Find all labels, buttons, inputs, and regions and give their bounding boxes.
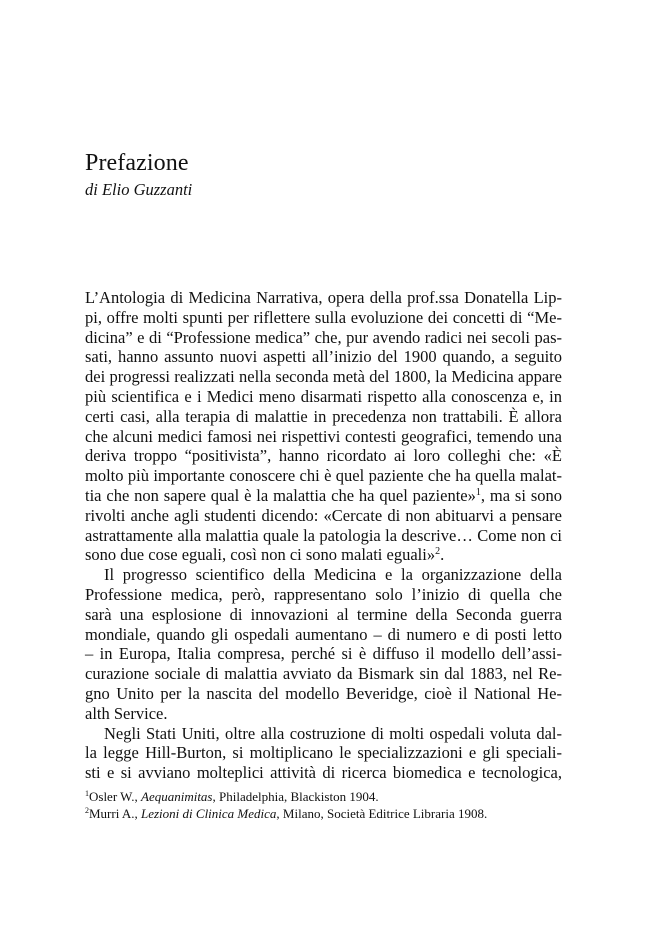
footnote-ref: 2 — [435, 546, 441, 558]
text-line: pi, offre molti spunti per riflettere sulla evoluzione dei concetti di “Me- — [85, 307, 562, 327]
text-line: dicina” e di “Professione medica” che, pur avendo radici nei secoli pas- — [85, 327, 562, 347]
footnote — [85, 805, 562, 822]
text-line: certi casi, alla terapia di malattie in precedenza non trattabili. È allora — [85, 406, 562, 426]
text-run: , ma si sono — [480, 485, 562, 505]
text-line: gno Unito per la nascita del modello Beveridge, cioè il National He- — [85, 683, 562, 703]
footnote — [85, 788, 562, 805]
text-line: molto più importante conoscere chi è quel paziente che ha quella malat- — [85, 466, 562, 486]
text-line: L’Antologia di Medicina Narrativa, opera della prof.ssa Donatella Lip- — [85, 288, 562, 307]
text-line: Negli Stati Uniti, oltre alla costruzione di molti ospedali voluta dal- — [104, 723, 562, 743]
text-line: sati, hanno assunto nuovi aspetti all’inizio del 1900 quando, a seguito — [85, 347, 562, 367]
author-byline: di Elio Guzzanti — [85, 180, 193, 199]
text-line: alth Service. — [85, 703, 168, 723]
page-title: Prefazione — [85, 150, 189, 176]
text-line: Il progresso scientifico della Medicina e la organizzazione della — [104, 565, 562, 585]
text-run: . — [440, 545, 445, 565]
text-line — [85, 545, 562, 565]
footnote-title: Lezioni di Clinica Medica — [141, 806, 277, 821]
text-line: Professione medica, però, rappresentano solo l’inizio di quella che — [85, 584, 562, 604]
text-line — [85, 486, 562, 506]
text-line: la legge Hill-Burton, si moltiplicano le specializzazioni e gli speciali- — [85, 743, 562, 763]
text-run: sono due cose eguali, così non ci sono malati eguali» — [85, 545, 436, 565]
text-line: che alcuni medici famosi nei rispettivi contesti geografici, temendo una — [85, 426, 562, 446]
text-line: sarà una esplosione di innovazioni al termine della Seconda guerra — [85, 604, 562, 624]
text-line: astrattamente alla malattia quale la patologia la descrive… Come non ci — [85, 525, 562, 545]
text-line: rivolti anche agli studenti dicendo: «Cercate di non abituarvi a pensare — [85, 505, 562, 525]
text-line: dei progressi realizzati nella seconda metà del 1800, la Medicina appare — [85, 367, 562, 387]
footnote-number: 1 — [85, 789, 89, 798]
text-line: – in Europa, Italia compresa, perché si è diffuso il modello dell’assi- — [85, 644, 562, 664]
text-line: deriva troppo “positivista”, hanno ricordato ai loro colleghi che: «È — [85, 446, 562, 466]
footnote-number: 2 — [85, 806, 89, 815]
footnote-text: , Philadelphia, Blackiston 1904. — [212, 789, 379, 804]
footnote-ref: 1 — [475, 486, 481, 498]
text-line: più scientifica e i Medici meno disarmati rispetto alla conoscenza e, in — [85, 386, 562, 406]
body-text — [85, 288, 562, 783]
footnote-text: Osler W., — [89, 789, 141, 804]
footnote-text: Murri A., — [89, 806, 141, 821]
text-run: tia che non sapere qual è la malattia che ha quel paziente» — [85, 485, 476, 505]
text-line: sti e si avviano molteplici attività di ricerca biomedica e tecnologica, — [85, 763, 562, 783]
footnote-text: , Milano, Società Editrice Libraria 1908. — [276, 806, 488, 821]
footnote-title: Aequanimitas — [141, 789, 213, 804]
text-line: curazione sociale di malattia avviato da Bismark sin dal 1883, nel Re- — [85, 664, 562, 684]
text-line: mondiale, quando gli ospedali aumentano – di numero e di posti letto — [85, 624, 562, 644]
footnotes — [85, 788, 562, 822]
